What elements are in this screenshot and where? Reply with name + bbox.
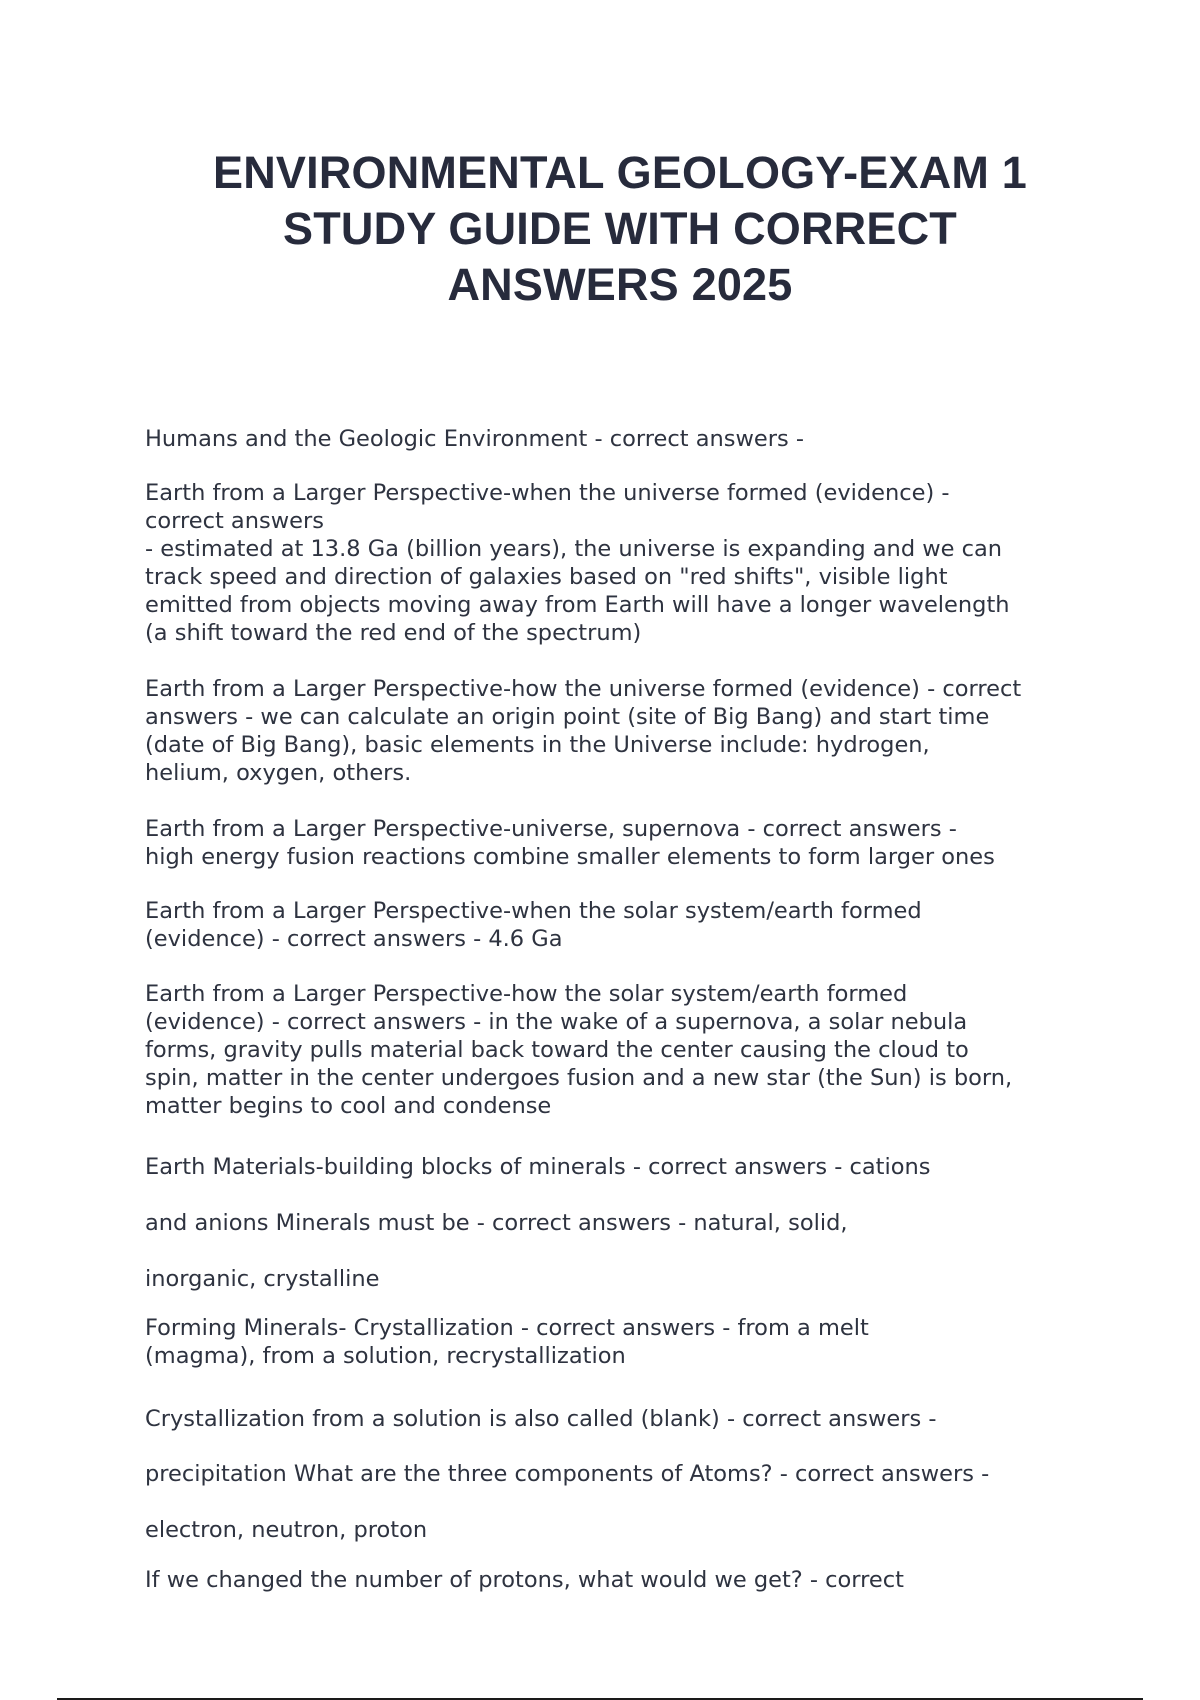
text-line: (a shift toward the red end of the spectrum) — [145, 620, 642, 646]
paragraph-humans-geologic-environment — [145, 425, 1095, 453]
text-line: Forming Minerals- Crystallization - correct answers - from a melt — [145, 1315, 869, 1341]
text-line: (evidence) - correct answers - 4.6 Ga — [145, 926, 563, 952]
paragraph-protons-question — [145, 1566, 1095, 1594]
text-line: Earth from a Larger Perspective-how the universe formed (evidence) - correct — [145, 676, 1022, 702]
text-line: Earth from a Larger Perspective-universe, supernova - correct answers - — [145, 816, 957, 842]
text-line: helium, oxygen, others. — [145, 760, 412, 786]
paragraph-forming-minerals — [145, 1314, 1095, 1370]
text-line: - estimated at 13.8 Ga (billion years), the universe is expanding and we can — [145, 536, 1003, 562]
text-line: matter begins to cool and condense — [145, 1093, 552, 1119]
paragraph-solar-system-how — [145, 980, 1095, 1120]
text-line: electron, neutron, proton — [145, 1517, 428, 1543]
text-line: track speed and direction of galaxies based on "red shifts", visible light — [145, 564, 948, 590]
paragraph-precipitation-atoms — [145, 1460, 1095, 1488]
text-line: (magma), from a solution, recrystallization — [145, 1343, 626, 1369]
text-line: (date of Big Bang), basic elements in the Universe include: hydrogen, — [145, 732, 930, 758]
paragraph-solar-system-when — [145, 897, 1095, 953]
title-line: ENVIRONMENTAL GEOLOGY-EXAM 1 — [212, 147, 1028, 198]
text-line: inorganic, crystalline — [145, 1266, 380, 1292]
text-line: spin, matter in the center undergoes fusion and a new star (the Sun) is born, — [145, 1065, 1013, 1091]
paragraph-universe-formed-when — [145, 479, 1095, 647]
document-title — [140, 145, 1100, 313]
text-line: Earth from a Larger Perspective-when the universe formed (evidence) - — [145, 480, 950, 506]
text-line: forms, gravity pulls material back toward the center causing the cloud to — [145, 1037, 969, 1063]
paragraph-minerals-must-be — [145, 1209, 1095, 1237]
text-line: correct answers — [145, 508, 324, 534]
text-line: emitted from objects moving away from Earth will have a longer wavelength — [145, 592, 1010, 618]
text-line: If we changed the number of protons, what would we get? - correct — [145, 1567, 904, 1593]
title-line: STUDY GUIDE WITH CORRECT — [283, 203, 957, 254]
paragraph-crystallization-solution — [145, 1405, 1095, 1433]
text-line: Earth from a Larger Perspective-when the solar system/earth formed — [145, 898, 922, 924]
paragraph-supernova — [145, 815, 1095, 871]
text-line: answers - we can calculate an origin point (site of Big Bang) and start time — [145, 704, 990, 730]
text-line: (evidence) - correct answers - in the wake of a supernova, a solar nebula — [145, 1009, 968, 1035]
text-line: and anions Minerals must be - correct answers - natural, solid, — [145, 1210, 848, 1236]
text-line: Humans and the Geologic Environment - correct answers - — [145, 426, 804, 452]
paragraph-atom-components — [145, 1516, 1095, 1544]
title-line: ANSWERS 2025 — [447, 259, 793, 310]
paragraph-universe-formed-how — [145, 675, 1095, 787]
text-line: high energy fusion reactions combine smaller elements to form larger ones — [145, 844, 995, 870]
paragraph-inorganic-crystalline — [145, 1265, 1095, 1293]
text-line: Earth from a Larger Perspective-how the solar system/earth formed — [145, 981, 908, 1007]
text-line: precipitation What are the three components of Atoms? - correct answers - — [145, 1461, 990, 1487]
paragraph-earth-materials — [145, 1153, 1095, 1181]
text-line: Crystallization from a solution is also called (blank) - correct answers - — [145, 1406, 937, 1432]
text-line: Earth Materials-building blocks of minerals - correct answers - cations — [145, 1154, 931, 1180]
